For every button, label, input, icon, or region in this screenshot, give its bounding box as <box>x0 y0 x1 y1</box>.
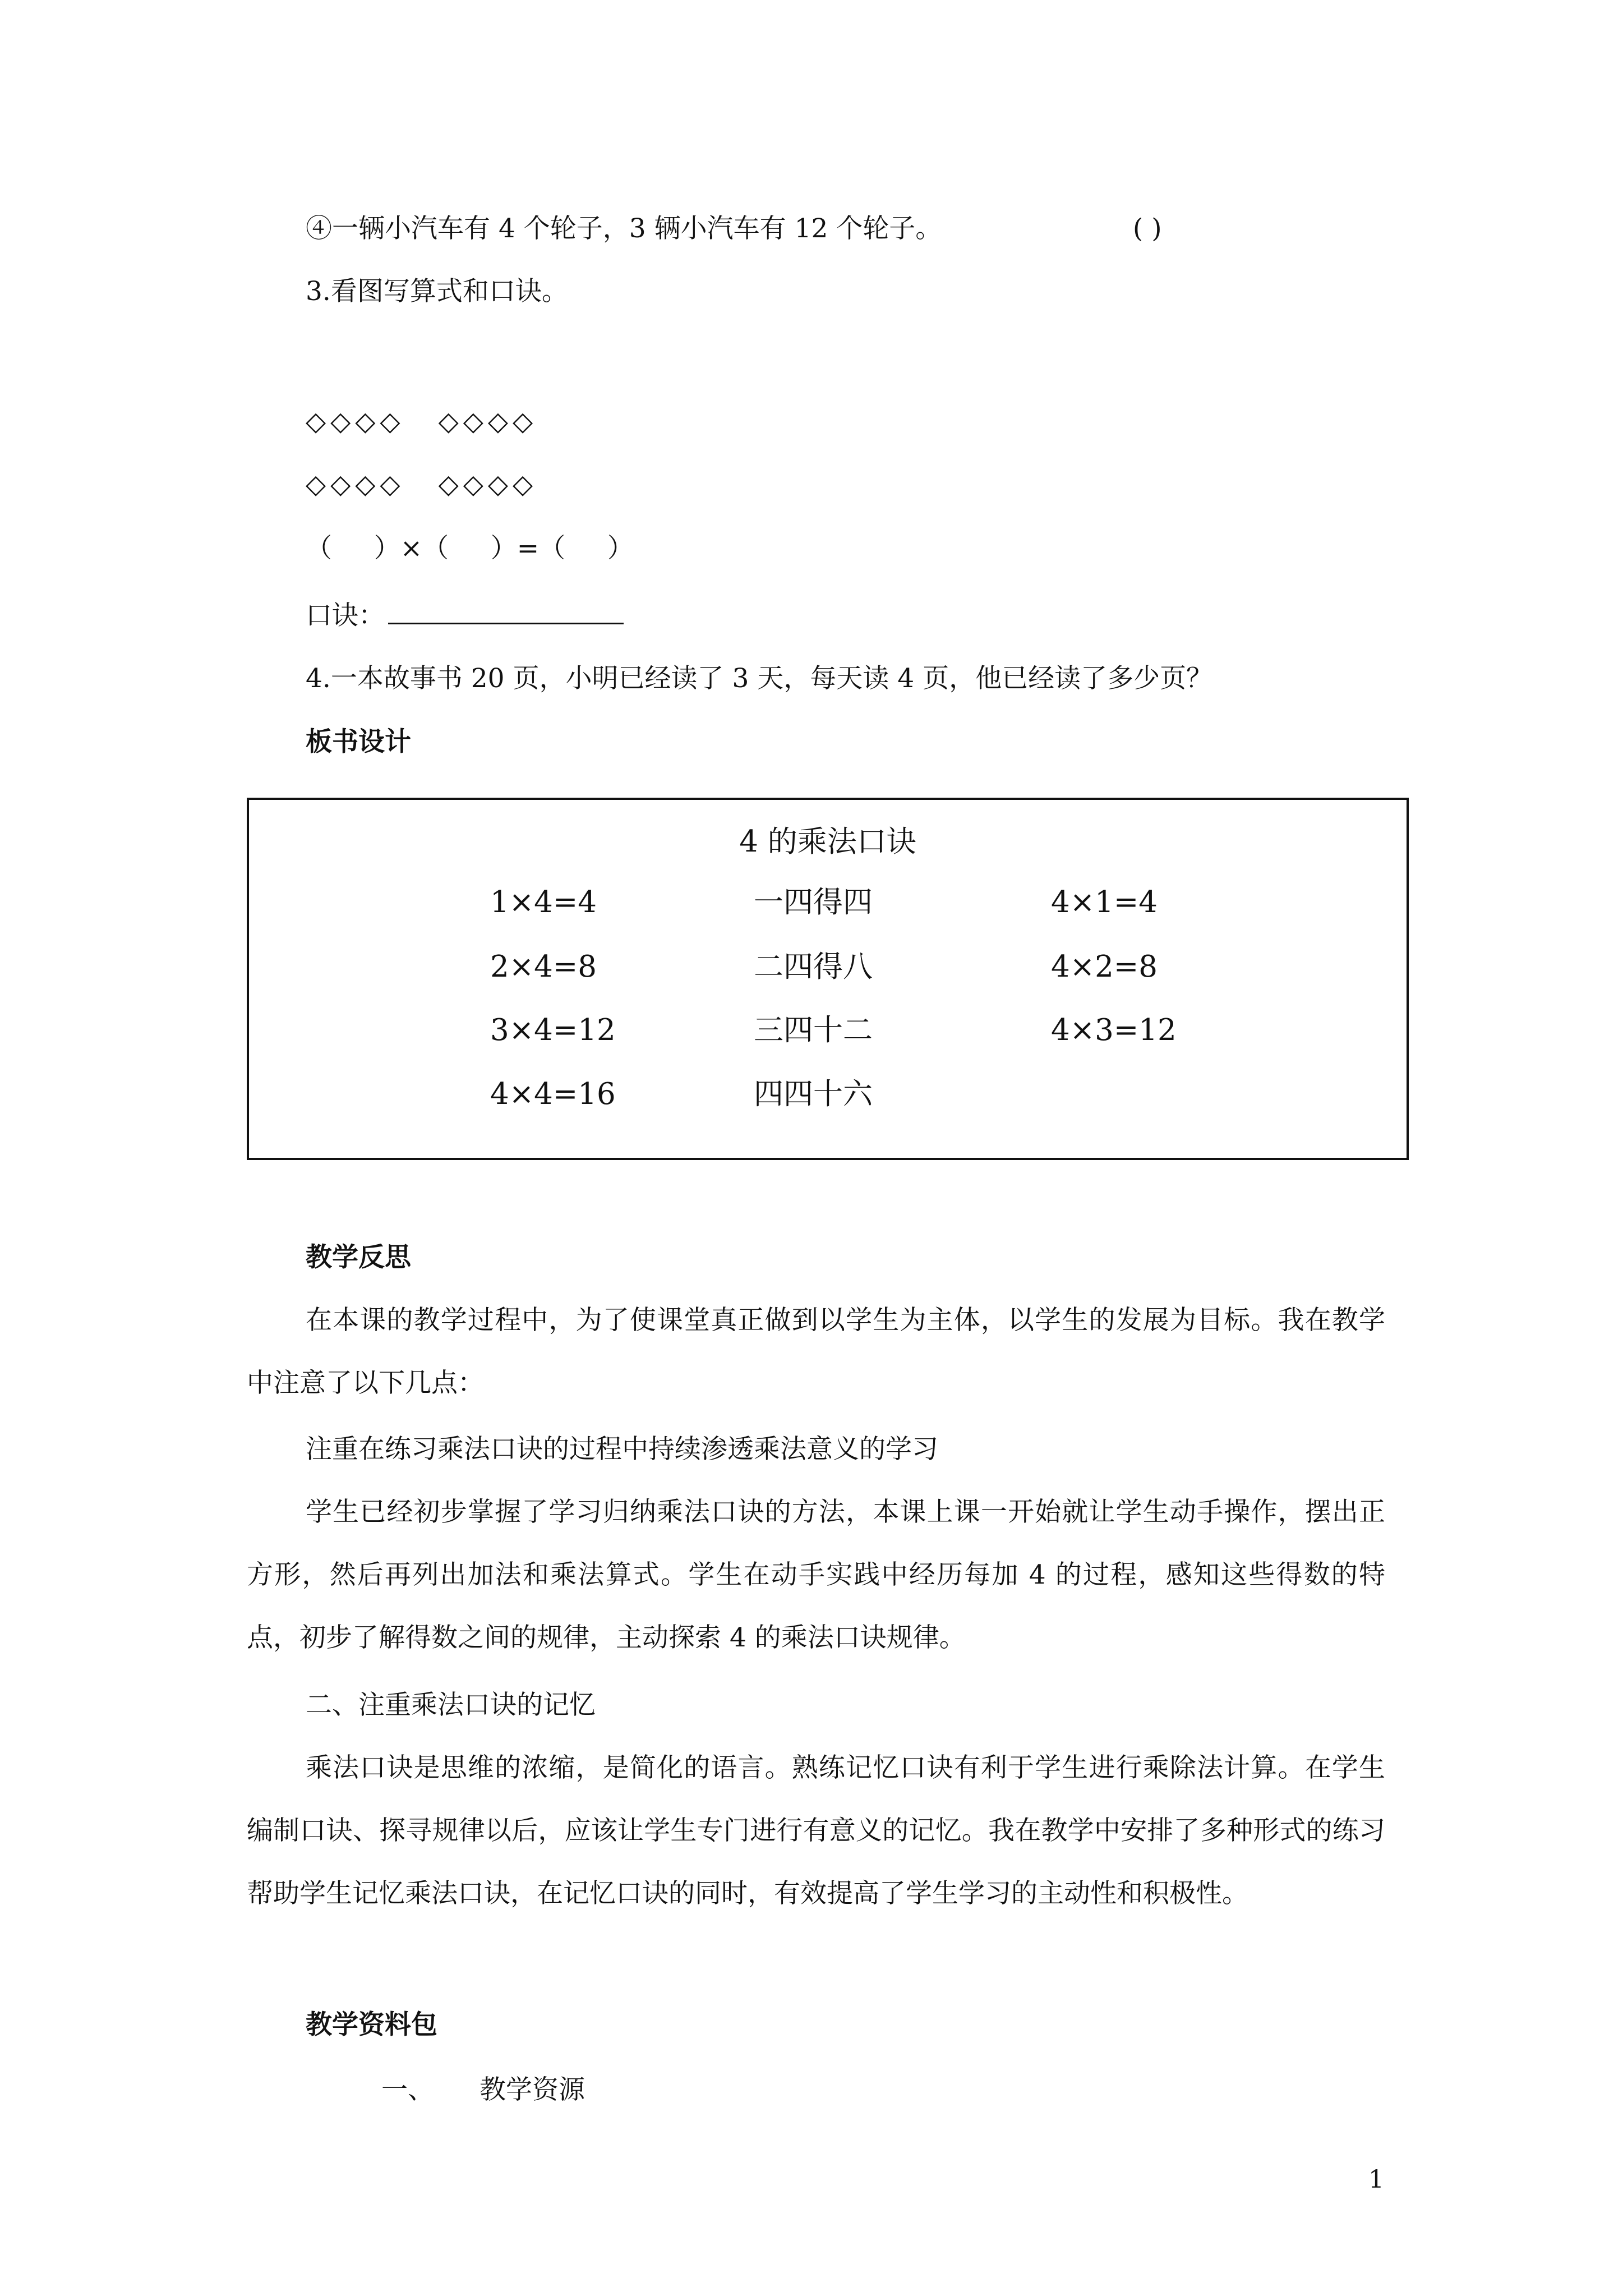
board-design-box <box>247 798 1409 1160</box>
koujue-line <box>306 598 624 633</box>
diamond-row-2 <box>306 468 537 501</box>
board-cell: 4×1=4 <box>1051 885 1158 919</box>
board-cell: 二四得八 <box>754 950 873 984</box>
diamond-group: ◇◇◇◇ <box>438 406 538 437</box>
question-4-title: 4.一本故事书 20 页，小明已经读了 3 天，每天读 4 页，他已经读了多少页？ <box>306 663 1213 694</box>
reflection-paragraph-2: 学生已经初步掌握了学习归纳乘法口诀的方法，本课上课一开始就让学生动手操作，摆出正方形，然后再列出加法和乘法算式。学生在动手实践中经历每加 4 的过程，感知这些得数的特点，初步了解得数之间的规律，主动探索 4 的乘法口诀规律。 <box>247 1497 1385 1653</box>
diamond-row-1 <box>306 405 537 439</box>
reflection-heading: 教学反思 <box>306 1242 411 1273</box>
reflection-point-2: 二、注重乘法口诀的记忆 <box>306 1690 596 1720</box>
reflection-paragraph-3: 乘法口诀是思维的浓缩，是简化的语言。熟练记忆口诀有利于学生进行乘除法计算。在学生编制口诀、探寻规律以后，应该让学生专门进行有意义的记忆。我在教学中安排了多种形式的练习帮助学生记忆乘法口诀，在记忆口诀的同时，有效提高了学生学习的主动性和积极性。 <box>247 1752 1385 1909</box>
page-number: 1 <box>1368 2165 1384 2194</box>
reflection-point-1: 注重在练习乘法口诀的过程中持续渗透乘法意义的学习 <box>306 1434 938 1465</box>
diamond-group: ◇◇◇◇ <box>306 406 405 437</box>
board-cell: 四四十六 <box>754 1077 873 1111</box>
question-3-title: 3.看图写算式和口诀。 <box>306 276 568 307</box>
board-cell: 2×4=8 <box>490 950 597 984</box>
board-cell: 4×4=16 <box>490 1077 616 1111</box>
board-cell: 4×3=12 <box>1051 1013 1177 1047</box>
board-cell: 三四十二 <box>754 1013 873 1047</box>
koujue-label: 口诀： <box>306 600 385 631</box>
board-cell: 4×2=8 <box>1051 950 1158 984</box>
board-title: 4 的乘法口诀 <box>739 825 916 859</box>
koujue-answer-blank <box>388 598 624 624</box>
reflection-paragraph-1: 在本课的教学过程中，为了使课堂真正做到以学生为主体，以学生的发展为目标。我在教学中注意了以下几点： <box>247 1305 1385 1398</box>
resources-item-number: 一、 <box>381 2074 434 2105</box>
diamond-group: ◇◇◇◇ <box>438 469 538 500</box>
question-4-sub-item: ④一辆小汽车有 4 个轮子，3 辆小汽车有 12 个轮子。 <box>306 213 942 244</box>
diamond-group: ◇◇◇◇ <box>306 469 405 500</box>
answer-parentheses: ( ) <box>1133 213 1162 244</box>
resources-heading: 教学资料包 <box>306 2009 437 2040</box>
board-cell: 1×4=4 <box>490 885 597 919</box>
board-cell: 一四得四 <box>754 885 873 919</box>
board-design-heading: 板书设计 <box>306 726 411 757</box>
equation-blank: （ ）×（ ）=（ ） <box>306 533 634 564</box>
board-cell: 3×4=12 <box>490 1013 616 1047</box>
resources-item-label: 教学资源 <box>479 2074 585 2105</box>
